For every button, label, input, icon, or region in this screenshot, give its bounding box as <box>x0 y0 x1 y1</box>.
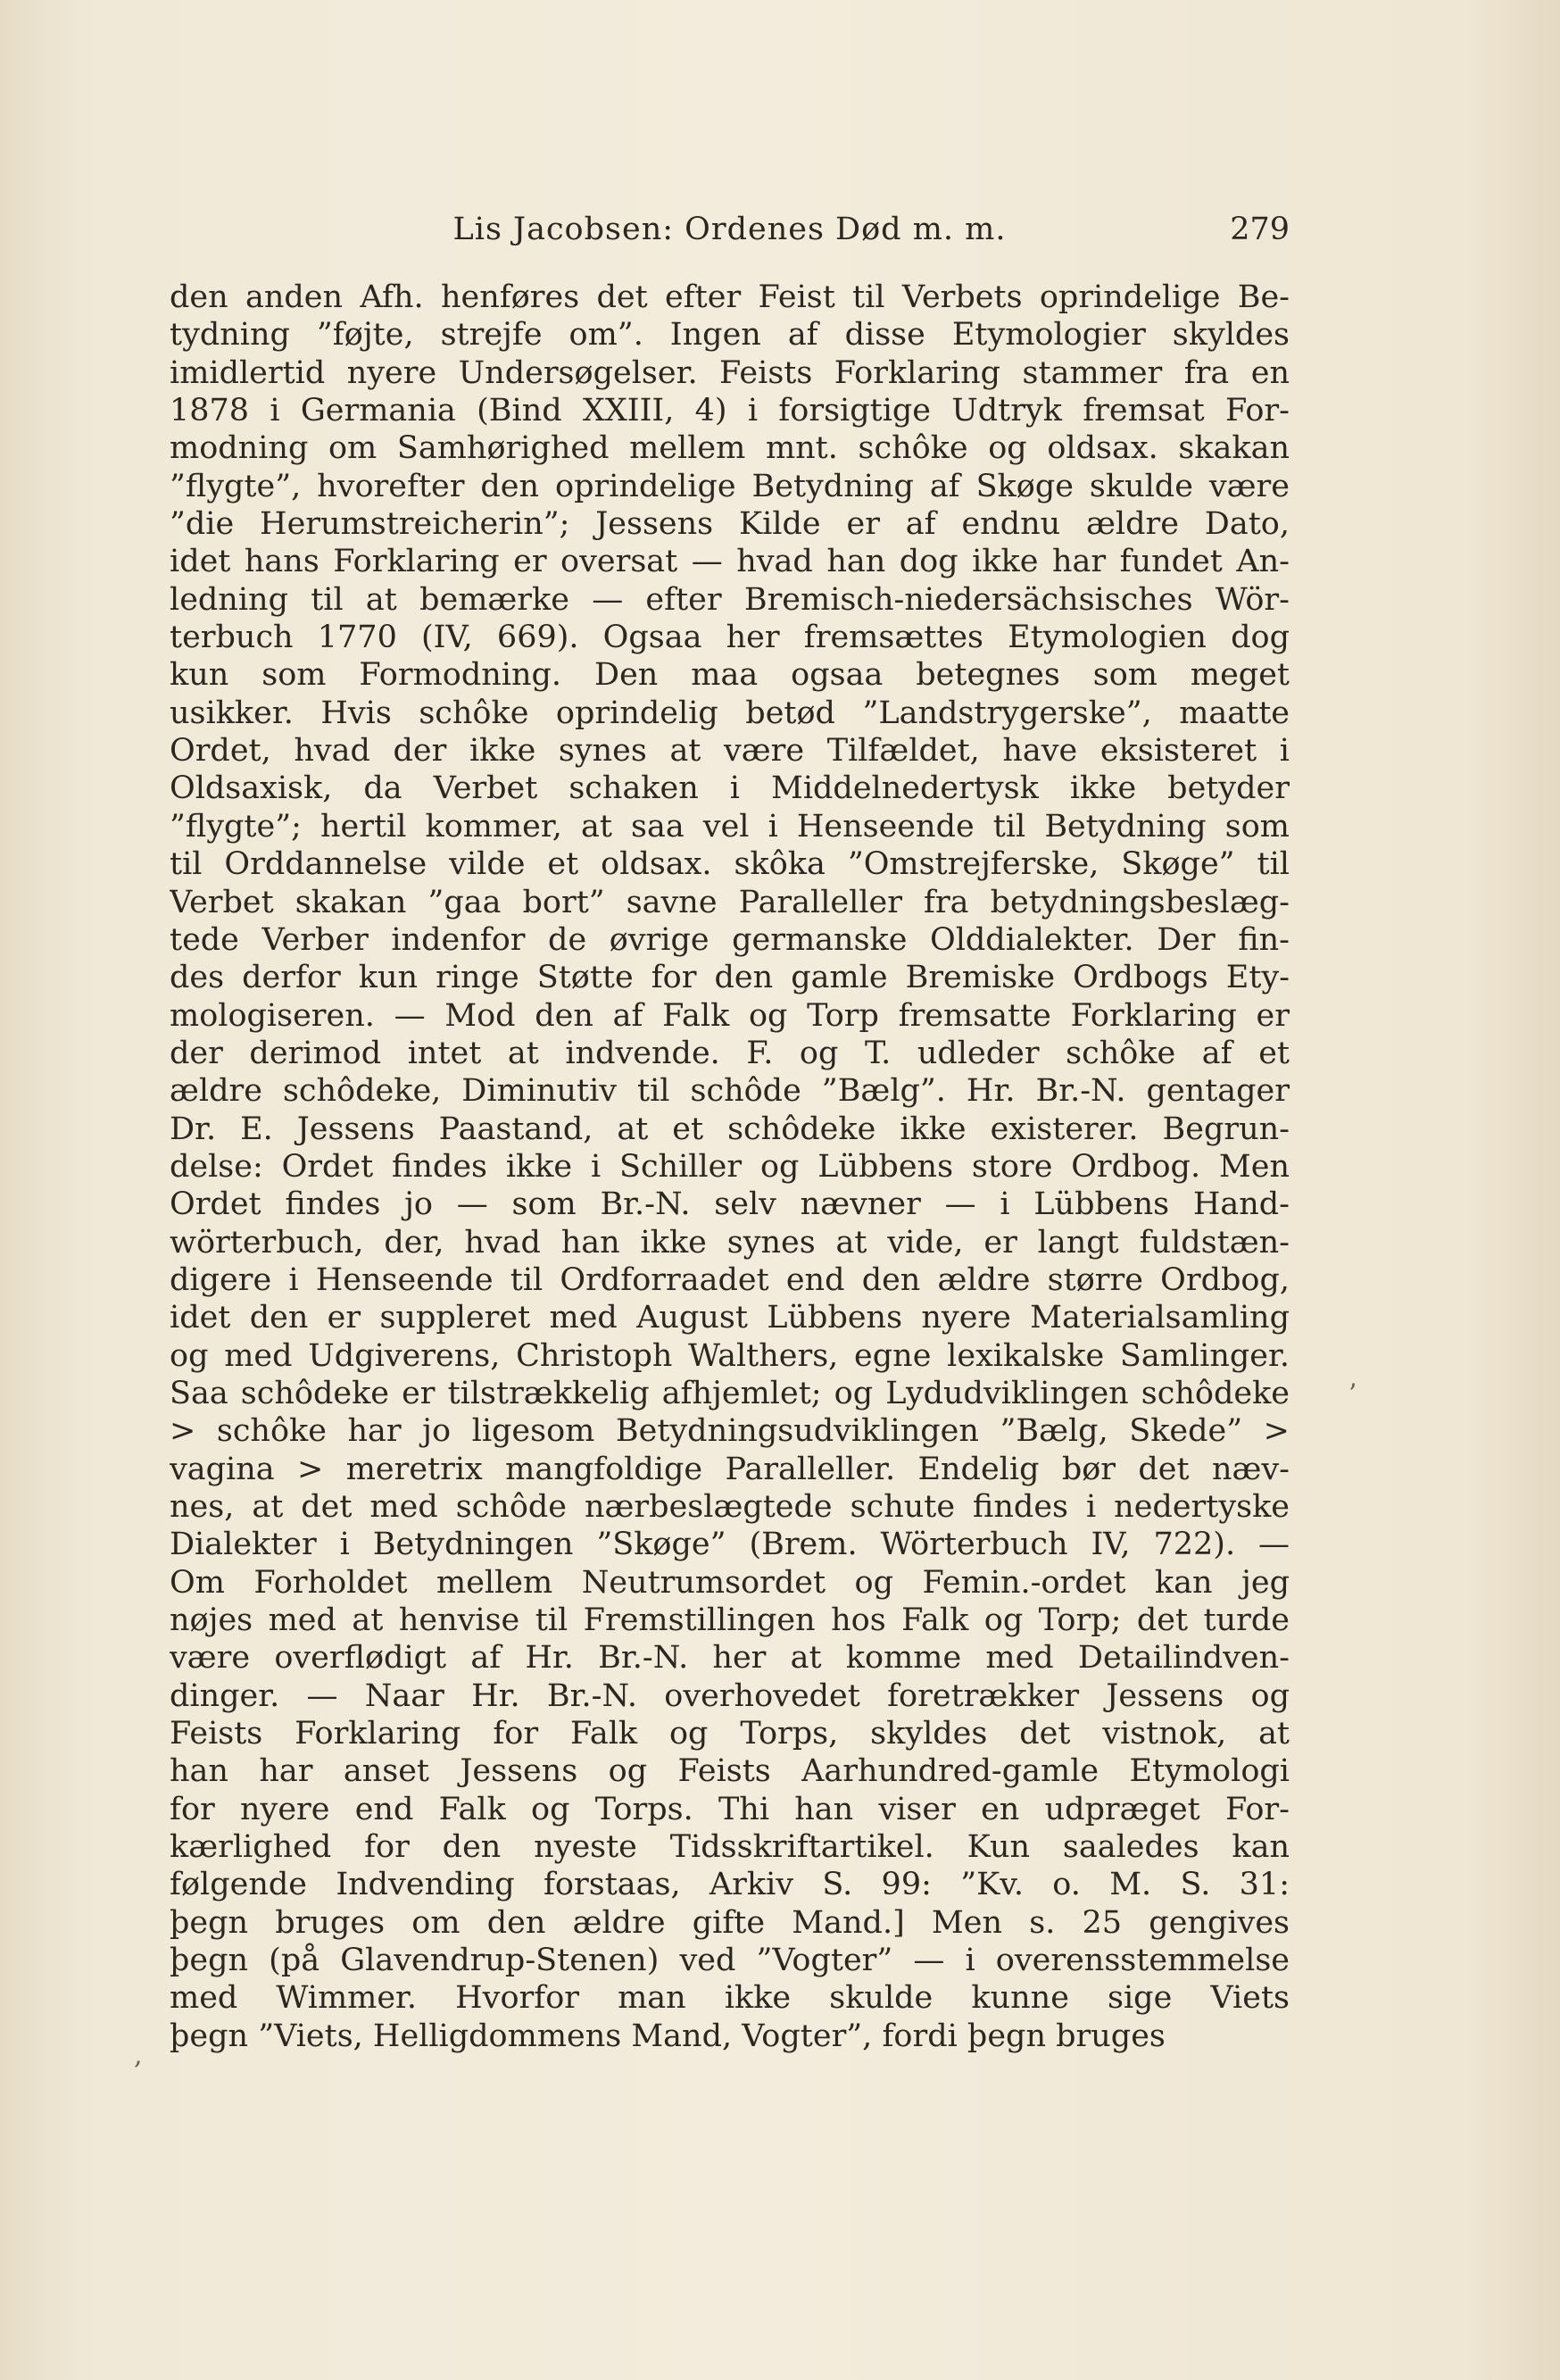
text-line: nøjes med at henvise til Fremstillingen hos Falk og Torp; det turde <box>170 1602 1290 1639</box>
text-line: Feists Forklaring for Falk og Torps, skyldes det vistnok, at <box>170 1716 1290 1752</box>
text-line: og med Udgiverens, Christoph Walthers, egne lexikalske Samlinger. <box>170 1337 1290 1374</box>
text-line: kærlighed for den nyeste Tidsskriftartikel. Kun saaledes kan <box>170 1829 1290 1866</box>
page-number: 279 <box>1230 212 1290 247</box>
text-line: kun som Formodning. Den maa ogsaa betegnes som meget <box>170 657 1290 694</box>
text-line: 1878 i Germania (Bind XXIII, 4) i forsigtige Udtryk fremsat For- <box>170 393 1290 429</box>
text-line: terbuch 1770 (IV, 669). Ogsaa her fremsættes Etymologien dog <box>170 620 1290 656</box>
text-line: han har anset Jessens og Feists Aarhundred-gamle Etymologi <box>170 1753 1290 1790</box>
text-line: modning om Samhørighed mellem mnt. schôke og oldsax. skakan <box>170 430 1290 467</box>
text-line: des derfor kun ringe Støtte for den gamle Bremiske Ordbogs Ety- <box>170 960 1290 996</box>
running-head: Lis Jacobsen: Ordenes Død m. m. <box>452 212 1007 247</box>
text-line: dinger. — Naar Hr. Br.-N. overhovedet foretrækker Jessens og <box>170 1677 1290 1714</box>
text-line: Oldsaxisk, da Verbet schaken i Middelnedertysk ikke betyder <box>170 770 1290 807</box>
text-line: digere i Henseende til Ordforraadet end den ældre større Ordbog, <box>170 1261 1290 1298</box>
text-line: følgende Indvending forstaas, Arkiv S. 99: ”Kv. o. M. S. 31: <box>170 1867 1290 1903</box>
text-line: tede Verber indenfor de øvrige germanske Olddialekter. Der fin- <box>170 921 1290 958</box>
text-line: den anden Afh. henføres det efter Feist til Verbets oprindelige Be- <box>170 279 1290 315</box>
body-text <box>170 279 1290 2055</box>
text-line: Dr. E. Jessens Paastand, at et schôdeke ikke existerer. Begrun- <box>170 1111 1290 1147</box>
text-line: for nyere end Falk og Torps. Thi han viser en udpræget For- <box>170 1791 1290 1827</box>
text-line: þegn bruges om den ældre gifte Mand.] Men s. 25 gengives <box>170 1904 1290 1941</box>
margin-mark: , <box>134 2040 143 2071</box>
text-line: ældre schôdeke, Diminutiv til schôde ”Bælg”. Hr. Br.-N. gentager <box>170 1073 1290 1110</box>
text-line: imidlertid nyere Undersøgelser. Feists Forklaring stammer fra en <box>170 354 1290 391</box>
margin-mark: ʼ <box>1348 1379 1357 1411</box>
text-line: med Wimmer. Hvorfor man ikke skulde kunne sige Viets <box>170 1980 1290 2017</box>
text-line: þegn (på Glavendrup-Stenen) ved ”Vogter” — i overensstemmelse <box>170 1943 1290 1979</box>
text-line: Ordet, hvad der ikke synes at være Tilfældet, have eksisteret i <box>170 733 1290 770</box>
text-line: til Orddannelse vilde et oldsax. skôka ”Omstrejferske, Skøge” til <box>170 846 1290 883</box>
text-line: Om Forholdet mellem Neutrumsordet og Femin.-ordet kan jeg <box>170 1564 1290 1601</box>
text-line: idet den er suppleret med August Lübbens nyere Materialsamling <box>170 1300 1290 1336</box>
text-line: Dialekter i Betydningen ”Skøge” (Brem. Wörterbuch IV, 722). — <box>170 1527 1290 1563</box>
page-header <box>170 207 1290 252</box>
text-line: delse: Ordet findes ikke i Schiller og Lübbens store Ordbog. Men <box>170 1148 1290 1185</box>
text-line: wörterbuch, der, hvad han ikke synes at vide, er langt fuldstæn- <box>170 1224 1290 1261</box>
text-line: > schôke har jo ligesom Betydningsudviklingen ”Bælg, Skede” > <box>170 1413 1290 1450</box>
text-line: Ordet findes jo — som Br.-N. selv nævner — i Lübbens Hand- <box>170 1186 1290 1223</box>
text-line: idet hans Forklaring er oversat — hvad han dog ikke har fundet An- <box>170 544 1290 580</box>
text-line: þegn ”Viets, Helligdommens Mand, Vogter”, fordi þegn bruges <box>170 2018 1166 2054</box>
text-line: vagina > meretrix mangfoldige Paralleller. Endelig bør det næv- <box>170 1451 1290 1487</box>
text-line: der derimod intet at indvende. F. og T. udleder schôke af et <box>170 1035 1290 1071</box>
text-line: nes, at det med schôde nærbeslægtede schute findes i nedertyske <box>170 1489 1290 1525</box>
text-line: Saa schôdeke er tilstrækkelig afhjemlet; og Lydudviklingen schôdeke <box>170 1375 1290 1411</box>
text-line: tydning ”føjte, strejfe om”. Ingen af disse Etymologier skyldes <box>170 317 1290 354</box>
text-line: mologiseren. — Mod den af Falk og Torp fremsatte Forklaring er <box>170 997 1290 1034</box>
text-line: ”flygte”, hvorefter den oprindelige Betydning af Skøge skulde være <box>170 468 1290 504</box>
text-line: ”flygte”; hertil kommer, at saa vel i Henseende til Betydning som <box>170 808 1290 845</box>
text-line: Verbet skakan ”gaa bort” savne Paralleller fra betydningsbeslæg- <box>170 884 1290 920</box>
text-line: usikker. Hvis schôke oprindelig betød ”Landstrygerske”, maatte <box>170 695 1290 731</box>
text-line: være overflødigt af Hr. Br.-N. her at komme med Detailindven- <box>170 1640 1290 1677</box>
text-line: ledning til at bemærke — efter Bremisch-niedersächsisches Wör- <box>170 581 1290 618</box>
text-line: ”die Herumstreicherin”; Jessens Kilde er af endnu ældre Dato, <box>170 506 1290 543</box>
